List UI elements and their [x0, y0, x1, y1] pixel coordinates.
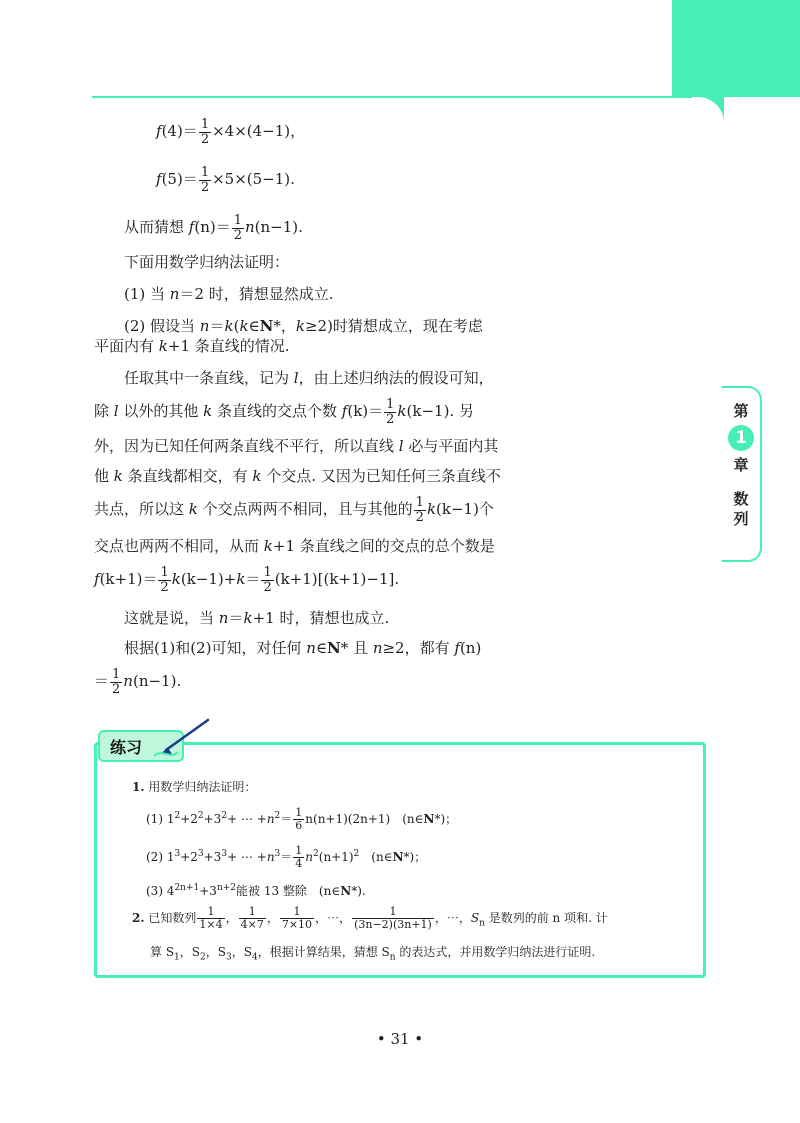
guess-line: 从而猜想 f(n)＝ $\frac{1}{2}$ n(n−1).	[124, 213, 303, 243]
top-rule	[92, 96, 692, 98]
step-1: (1) 当 n＝2 时，猜想显然成立.	[124, 285, 334, 303]
exercise-q1a: (1) $1^2+2^2+3^2+$ ⋯ $+n^2=$ $\frac{1}{6}$ n(n+1)(2n+1) (n∈N*)；	[146, 806, 458, 832]
other-line: 外，因为已知任何两条直线不平行，所以直线 l 必与平面内其	[94, 437, 499, 455]
corner-decoration	[672, 0, 800, 97]
exercise-q2: 2. 已知数列 $\frac{1}{1\times 4}$ ， $\frac{1}{4\times 7}$ ， $\frac{1}{7\times 10}$ ，⋯， $\frac{1}{(3n-2)(3n+1)}$ ，⋯，$S_n$ 是数列的前 n 项和. 计	[132, 905, 608, 931]
take-line: 任取其中一条直线，记为 l，由上述归纳法的假设可知，	[124, 369, 494, 387]
formula-f4: f(4)＝ $\frac{1}{2}$ ×4×(4−1)，	[156, 117, 306, 147]
formula-f5: f(5)＝ $\frac{1}{2}$ ×5×(5−1).	[156, 165, 295, 195]
exercise-q1: 1. 用数学归纳法证明：	[132, 780, 257, 794]
conclusion-line: 根据(1)和(2)可知，对任何 n∈N* 且 n≥2，都有 f(n)	[124, 639, 482, 657]
conclusion-line-2: ＝ $\frac{1}{2}$ n(n−1).	[94, 667, 182, 697]
chapter-tab[interactable]	[722, 386, 762, 562]
plane-line: 平面内有 k+1 条直线的情况.	[94, 337, 290, 355]
pen-icon	[152, 718, 212, 760]
except-line: 除 l 以外的其他 k 条直线的交点个数 f(k)＝ $\frac{1}{2}$ k(k−1). 另	[94, 397, 474, 427]
chapter-suffix: 章	[733, 456, 749, 474]
common-line: 共点，所以这 k 个交点两两不相同，且与其他的 $\frac{1}{2}$ k(k−1)个	[94, 495, 494, 525]
exercise-q1c: (3) $4^{2n+1}+3^{n+2}$能被 13 整除 (n∈N*).	[146, 883, 366, 898]
page-number: • 31 •	[376, 1030, 424, 1048]
exercise-tag-label: 练习	[110, 737, 143, 757]
page-panel-right	[724, 97, 800, 1123]
chapter-number: 1	[728, 425, 754, 451]
that-line: 这就是说，当 n＝k+1 时，猜想也成立.	[124, 609, 390, 627]
total-line: 交点也两两不相同，从而 k+1 条直线之间的交点的总个数是	[94, 537, 495, 555]
chapter-title-2: 列	[733, 510, 749, 528]
exercise-q2-line2: 算 $S_1$，$S_2$，$S_3$，$S_4$，根据计算结果，猜想 $S_n$ 的表达式，并用数学归纳法进行证明.	[150, 945, 596, 963]
chapter-prefix: 第	[733, 402, 749, 420]
exercise-q1b: (2) $1^3+2^3+3^3+$ ⋯ $+n^3=$ $\frac{1}{4}$ $n^2(n+1)^2$ (n∈N*)；	[146, 844, 427, 870]
intersect-line: 他 k 条直线都相交，有 k 个交点. 又因为已知任何三条直线不	[94, 467, 501, 485]
final-formula: f(k+1)＝ $\frac{1}{2}$ k(k−1)+k＝ $\frac{1}{2}$ (k+1)[(k+1)−1].	[94, 565, 400, 595]
step-2: (2) 假设当 n＝k(k∈N*，k≥2)时猜想成立，现在考虑	[124, 317, 483, 335]
chapter-title-1: 数	[733, 490, 749, 508]
proof-intro: 下面用数学归纳法证明：	[124, 253, 290, 271]
